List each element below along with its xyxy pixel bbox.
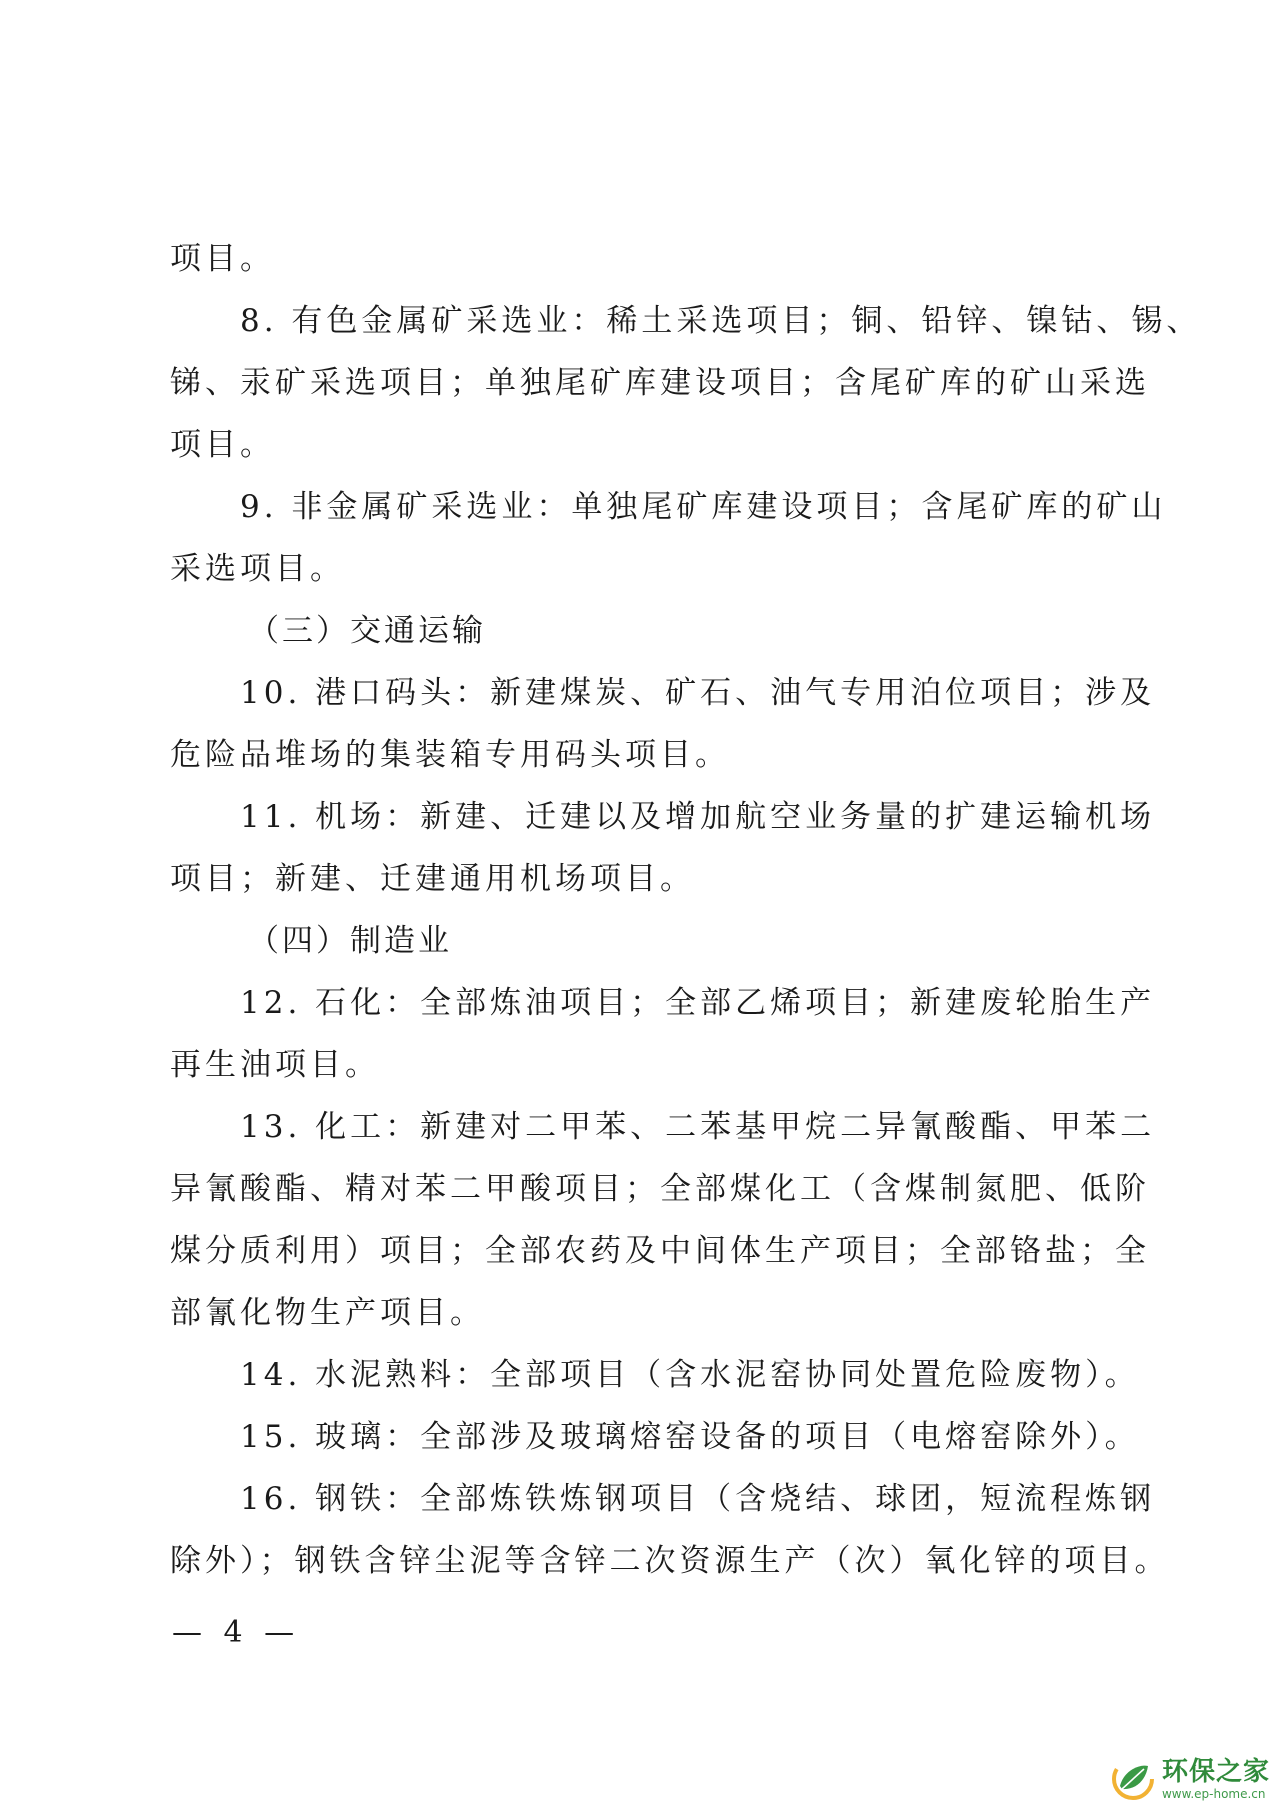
text-line: 14. 水泥熟料：全部项目（含水泥窑协同处置危险废物）。 — [240, 1357, 1140, 1393]
text-line: 再生油项目。 — [170, 1047, 380, 1083]
section-heading: （四）制造业 — [248, 923, 452, 959]
section-heading: （三）交通运输 — [248, 613, 486, 649]
text-line: 13. 化工：新建对二甲苯、二苯基甲烷二异氰酸酯、甲苯二 — [240, 1109, 1156, 1145]
text-line: 部氰化物生产项目。 — [170, 1295, 485, 1331]
watermark-text — [1161, 1756, 1270, 1801]
watermark — [1110, 1756, 1270, 1802]
text-line: 12. 石化：全部炼油项目；全部乙烯项目；新建废轮胎生产 — [240, 985, 1156, 1021]
document-body — [170, 228, 1202, 1592]
text-line: 煤分质利用）项目；全部农药及中间体生产项目；全部铬盐；全 — [170, 1233, 1150, 1269]
page-number: — 4 — — [172, 1615, 301, 1650]
watermark-title: 环保之家 — [1161, 1756, 1270, 1787]
text-line: 锑、汞矿采选项目；单独尾矿库建设项目；含尾矿库的矿山采选 — [170, 365, 1150, 401]
watermark-url: www.ep-home.cn — [1161, 1786, 1266, 1801]
text-line: 11. 机场：新建、迁建以及增加航空业务量的扩建运输机场 — [240, 799, 1156, 835]
text-line: 项目；新建、迁建通用机场项目。 — [170, 861, 695, 897]
text-line: 危险品堆场的集装箱专用码头项目。 — [170, 737, 730, 773]
text-line: 采选项目。 — [170, 551, 345, 587]
text-line: 项目。 — [170, 427, 275, 463]
text-line: 8. 有色金属矿采选业：稀土采选项目；铜、铅锌、镍钴、锡、 — [240, 303, 1202, 339]
text-line: 除外）；钢铁含锌尘泥等含锌二次资源生产（次）氧化锌的项目。 — [170, 1543, 1170, 1579]
text-line: 16. 钢铁：全部炼铁炼钢项目（含烧结、球团，短流程炼钢 — [240, 1481, 1156, 1517]
text-line: 10. 港口码头：新建煤炭、矿石、油气专用泊位项目；涉及 — [240, 675, 1156, 711]
text-line: 15. 玻璃：全部涉及玻璃熔窑设备的项目（电熔窑除外）。 — [240, 1419, 1140, 1455]
text-line: 项目。 — [170, 241, 275, 277]
text-line: 9. 非金属矿采选业：单独尾矿库建设项目；含尾矿库的矿山 — [240, 489, 1167, 525]
text-line: 异氰酸酯、精对苯二甲酸项目；全部煤化工（含煤制氮肥、低阶 — [170, 1171, 1150, 1207]
leaf-logo-icon — [1110, 1756, 1156, 1802]
